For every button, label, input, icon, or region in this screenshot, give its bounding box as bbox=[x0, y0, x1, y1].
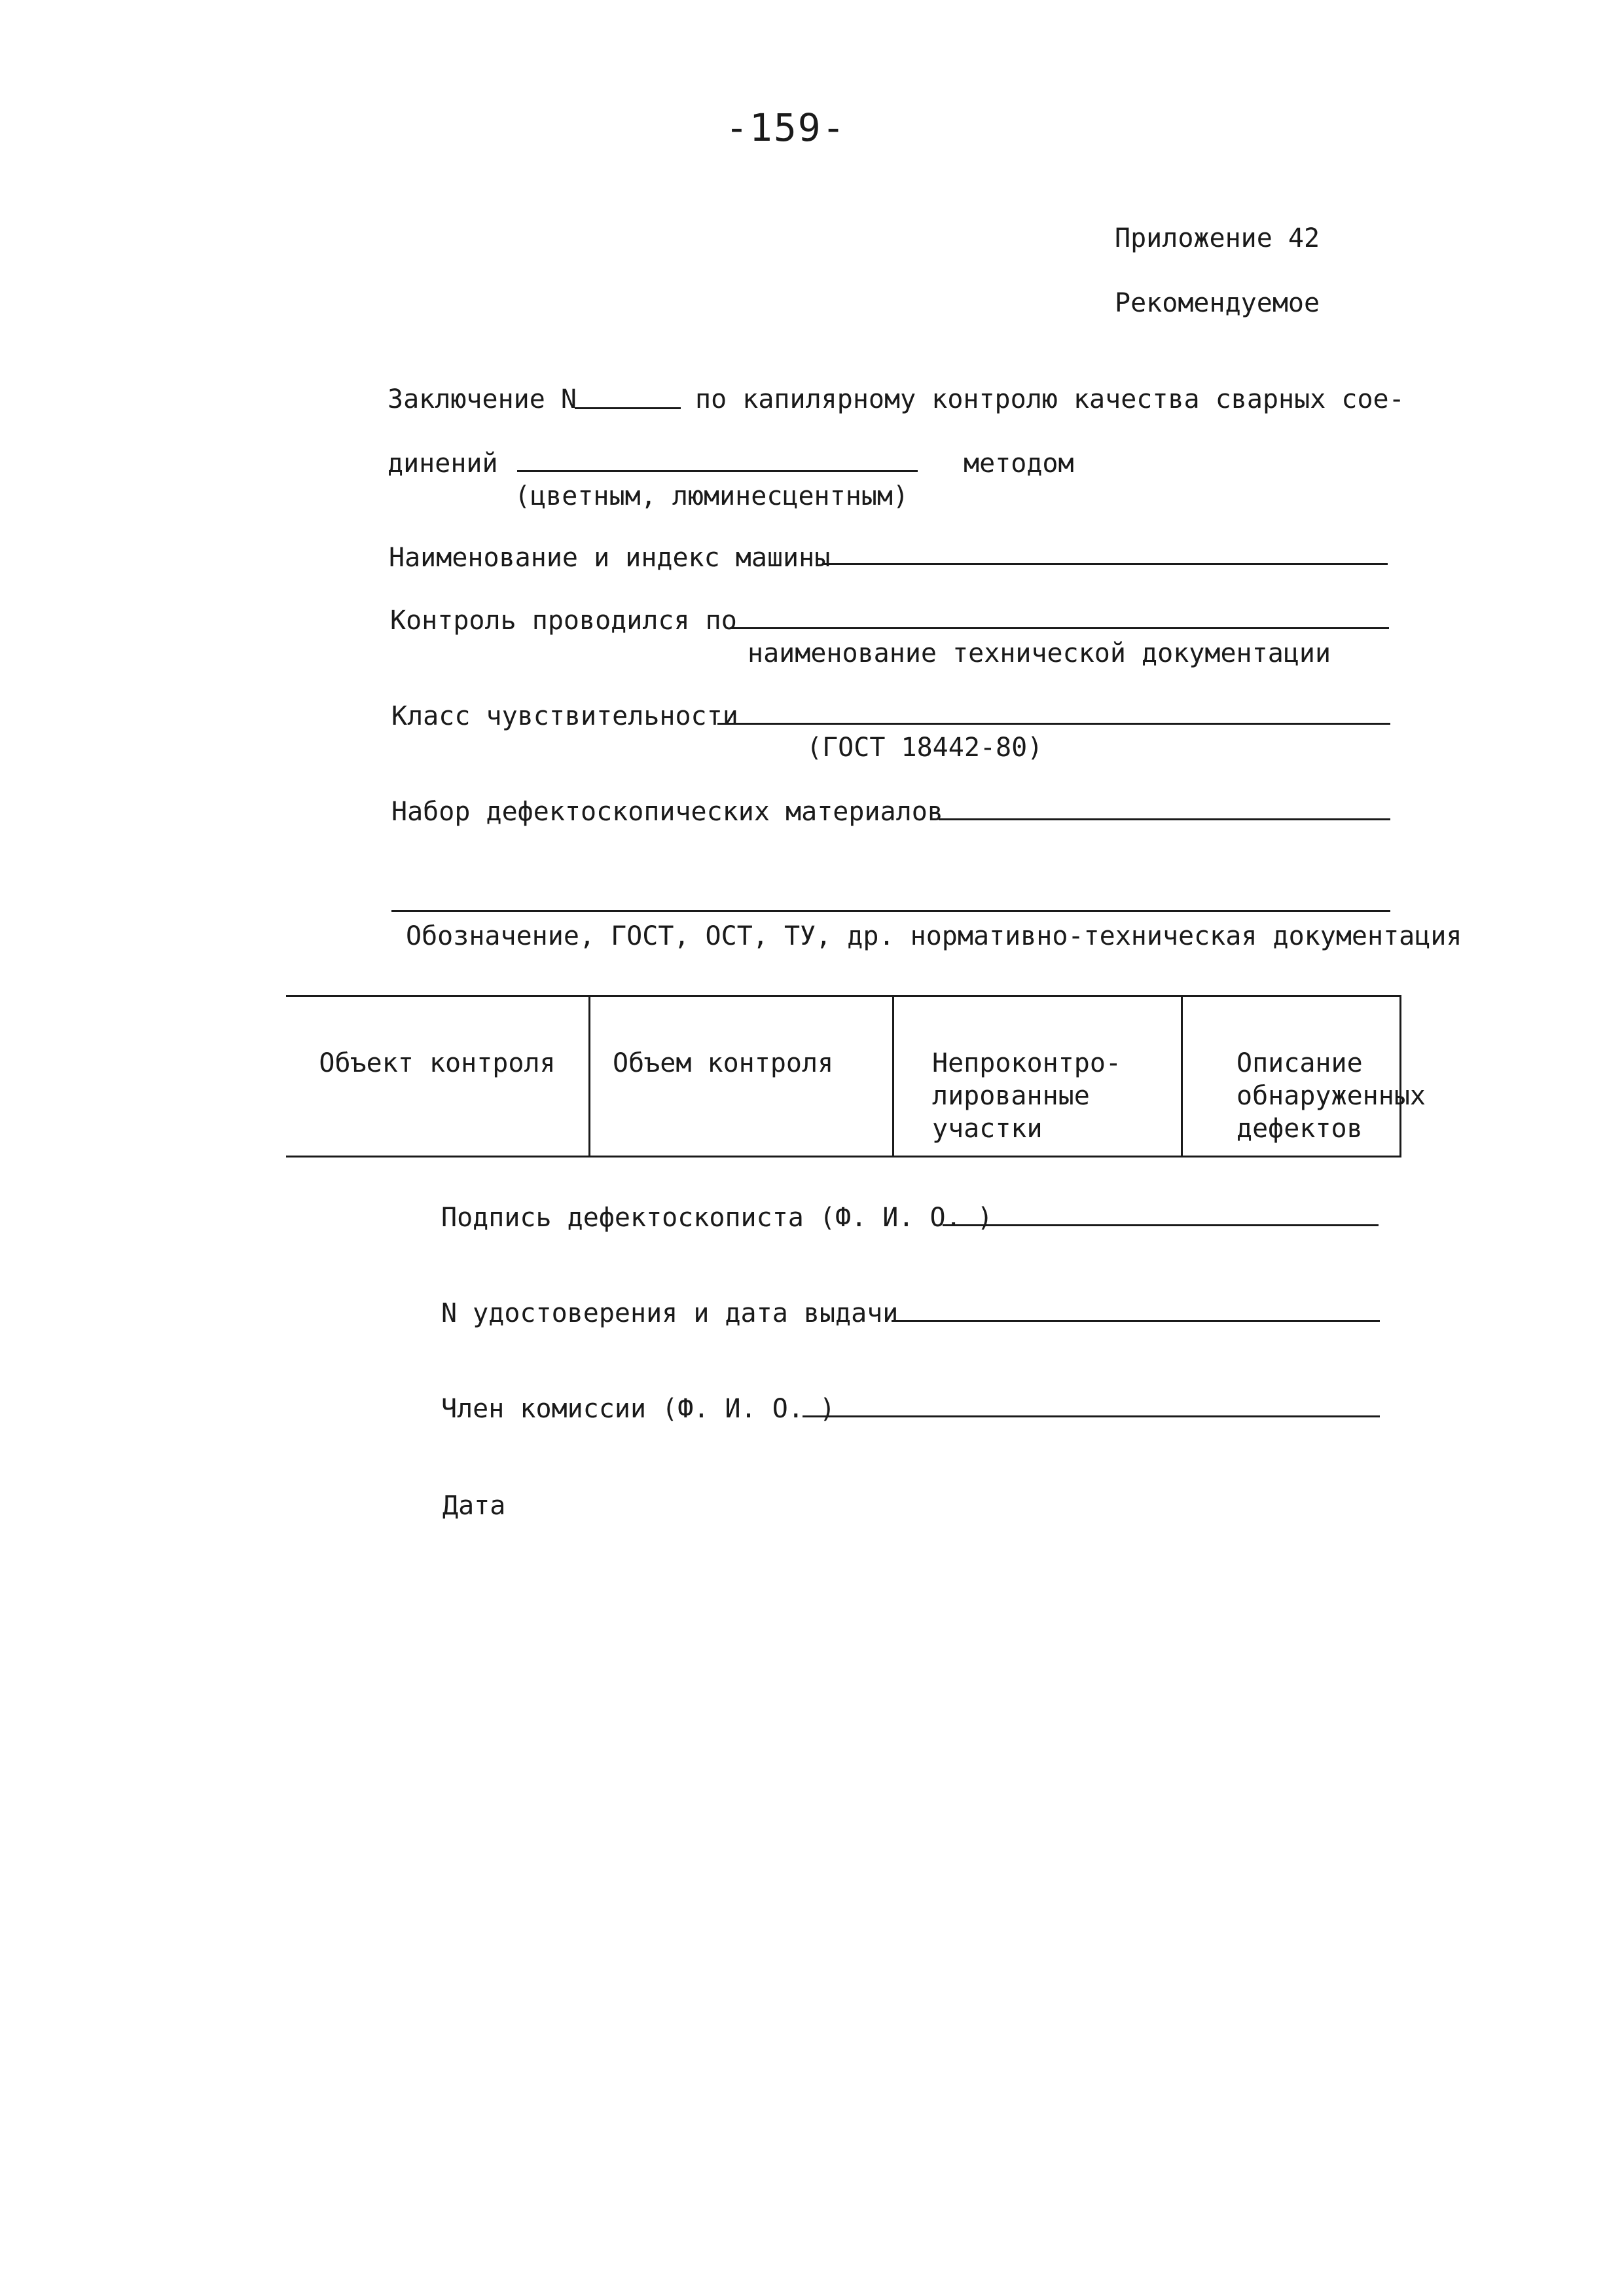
inspector-signature-field[interactable] bbox=[943, 1224, 1379, 1226]
certificate-label: N удостоверения и дата выдачи bbox=[441, 1298, 899, 1328]
materials-extra-field[interactable] bbox=[391, 910, 1390, 912]
commission-label: Член комиссии (Ф. И. О. ) bbox=[441, 1394, 836, 1424]
header-uncontrolled: Непроконтро- лированные участки bbox=[893, 996, 1182, 1157]
method-field[interactable] bbox=[517, 470, 918, 472]
connections-label: динений bbox=[388, 448, 498, 479]
defects-table bbox=[286, 995, 1426, 1157]
inspector-signature-label: Подпись дефектоскописта (Ф. И. О. ) bbox=[441, 1203, 993, 1233]
conclusion-number-field[interactable] bbox=[575, 407, 681, 409]
commission-field[interactable] bbox=[803, 1415, 1380, 1417]
appendix-status: Рекомендуемое bbox=[1115, 288, 1320, 318]
materials-field[interactable] bbox=[939, 818, 1390, 820]
certificate-field[interactable] bbox=[892, 1320, 1380, 1322]
method-label: методом bbox=[964, 448, 1074, 479]
header-defects: Описание обнаруженных дефектов bbox=[1182, 996, 1401, 1157]
sensitivity-label: Класс чувствительности bbox=[391, 701, 738, 731]
control-label: Контроль проводился по bbox=[390, 606, 737, 636]
materials-label: Набор дефектоскопических материалов bbox=[391, 797, 943, 827]
method-hint: (цветным, люминесцентным) bbox=[514, 481, 909, 511]
header-object: Объект контроля bbox=[286, 996, 590, 1157]
control-field[interactable] bbox=[731, 627, 1389, 629]
page-number: -159- bbox=[725, 105, 846, 150]
control-hint: наименование технической документации bbox=[748, 638, 1331, 668]
conclusion-text: по капилярному контролю качества сварных сое- bbox=[695, 384, 1405, 414]
machine-label: Наименование и индекс машины bbox=[389, 543, 831, 573]
header-volume: Объем контроля bbox=[590, 996, 893, 1157]
sensitivity-hint: (ГОСТ 18442-80) bbox=[806, 733, 1043, 763]
date-label: Дата bbox=[442, 1491, 506, 1521]
appendix-title: Приложение 42 bbox=[1115, 223, 1320, 253]
machine-field[interactable] bbox=[823, 563, 1388, 565]
sensitivity-field[interactable] bbox=[717, 723, 1390, 725]
materials-hint: Обозначение, ГОСТ, ОСТ, ТУ, др. нормативно-техническая документация bbox=[406, 921, 1462, 951]
table-header-row bbox=[286, 996, 1401, 1157]
conclusion-prefix: Заключение N bbox=[388, 384, 577, 414]
